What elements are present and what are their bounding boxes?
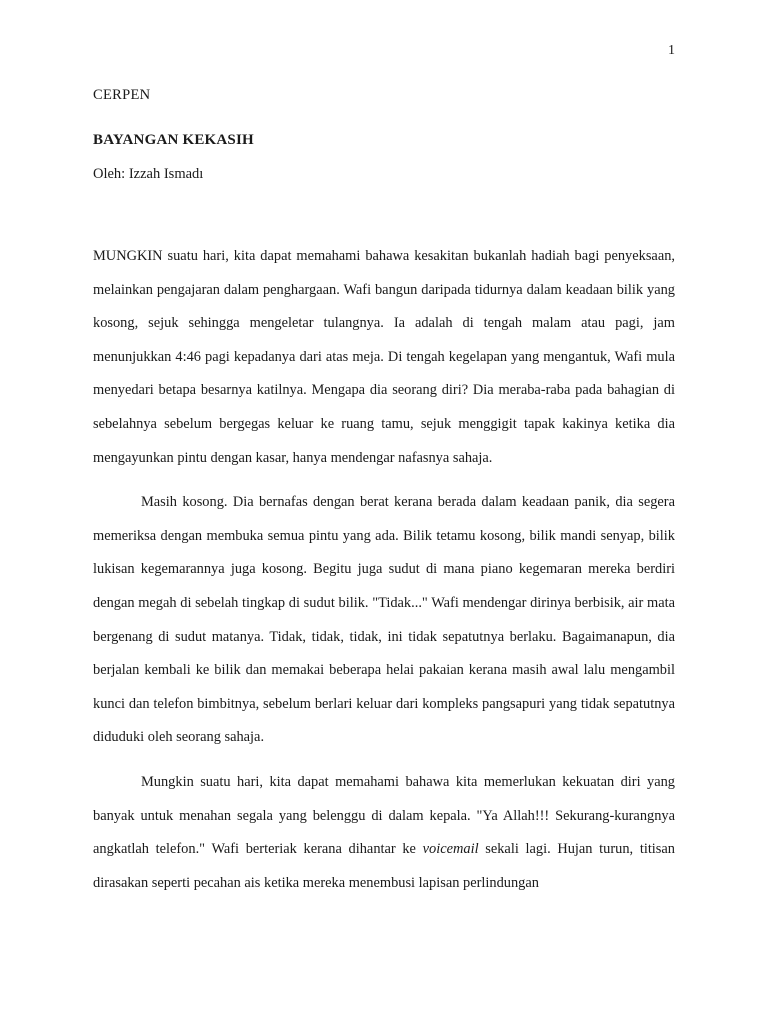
paragraph-3-part-1: Mungkin suatu hari, kita dapat memahami bahawa kita memerlukan kekuatan diri yang banyak untuk menahan segala yang belenggu di dalam kepala. "Ya Allah!!! Sekurang-kurangnya angkatlah telefon." Wafi berteriak kerana dihantar ke	[93, 773, 675, 858]
genre-label: CERPEN	[93, 87, 151, 103]
paragraph-3-part-2: sekali lagi. Hujan turun, titisan dirasakan seperti pecahan ais ketika mereka menembusi lapisan perlindungan	[93, 841, 675, 891]
paragraph-3	[93, 766, 675, 900]
paragraph-3-italic: voicemail	[422, 841, 479, 858]
paragraph-2: Masih kosong. Dia bernafas dengan berat kerana berada dalam keadaan panik, dia segera memeriksa dengan membuka semua pintu yang ada. Bilik tetamu kosong, bilik mandi senyap, bilik lukisan kegemarannya juga kosong. Begitu juga sudut di mana piano kegemaran mereka berdiri dengan megah di sebelah tingkap di sudut bilik. "Tidak..." Wafi mendengar dirinya berbisik, air mata bergenang di sudut matanya. Tidak, tidak, tidak, ini tidak sepatutnya berlaku. Bagaimanapun, dia berjalan kembali ke bilik dan memakai beberapa helai pakaian kerana masih awal lalu mengambil kunci dan telefon bimbitnya, sebelum berlari keluar dari kompleks pangsapuri yang tidak sepatutnya diduduki oleh seorang sahaja.	[93, 494, 675, 746]
story-body	[93, 240, 675, 911]
author-line: Oleh: Izzah Ismadı	[93, 166, 204, 182]
paragraph-1: MUNGKIN suatu hari, kita dapat memahami bahawa kesakitan bukanlah hadiah bagi penyeksaan, melainkan pengajaran dalam penghargaan. Wafi bangun daripada tidurnya dalam keadaan bilik yang kosong, sejuk sehingga mengeletar tulangnya. Ia adalah di tengah malam atau pagi, jam menunjukkan 4:46 pagi kepadanya dari atas meja. Di tengah kegelapan yang mengantuk, Wafi mula menyedari betapa besarnya katilnya. Mengapa dia seorang diri? Dia meraba-raba pada bahagian di sebelahnya sebelum bergegas keluar ke ruang tamu, sejuk menggigit tapak kakinya ketika dia mengayunkan pintu dengan kasar, hanya mendengar nafasnya sahaja.	[93, 248, 675, 466]
story-title: BAYANGAN KEKASIH	[93, 132, 254, 148]
page-number: 1	[668, 43, 675, 58]
